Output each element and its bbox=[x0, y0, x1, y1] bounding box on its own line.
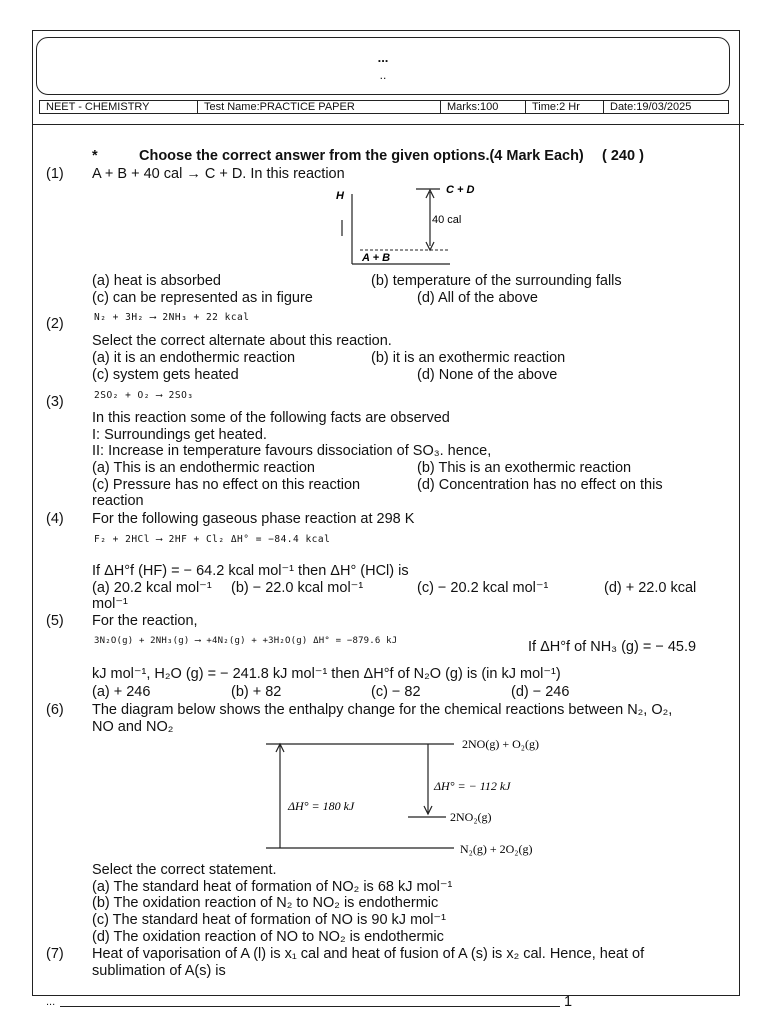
test-name: Test Name:PRACTICE PAPER bbox=[198, 101, 441, 113]
q6-fig-mid: 2NO₂(g) bbox=[450, 810, 492, 824]
q1-figure bbox=[330, 180, 490, 268]
q2-option-c: (c) system gets heated bbox=[92, 367, 239, 383]
q1-option-d: (d) All of the above bbox=[417, 290, 538, 306]
q6-text2: NO and NO₂ bbox=[92, 719, 174, 735]
marks: Marks:100 bbox=[441, 101, 526, 113]
q7-text2: sublimation of A(s) is bbox=[92, 963, 226, 979]
q6-option-b: (b) The oxidation reaction of N₂ to NO₂ is endothermic bbox=[92, 895, 439, 911]
page-number: 1 bbox=[564, 994, 573, 1010]
q2-text: Select the correct alternate about this reaction. bbox=[92, 333, 392, 349]
q1-option-c: (c) can be represented as in figure bbox=[92, 290, 313, 306]
q3-line3: II: Increase in temperature favours dissociation of SO₃. hence, bbox=[92, 443, 492, 459]
q5-option-c: (c) − 82 bbox=[371, 684, 421, 700]
q5-equation-tail: If ΔH°f of NH₃ (g) = − 45.9 bbox=[528, 639, 697, 655]
q4-text: For the following gaseous phase reaction at 298 K bbox=[92, 511, 415, 527]
q2-option-d: (d) None of the above bbox=[417, 367, 558, 383]
q6-line: Select the correct statement. bbox=[92, 862, 277, 878]
q5-line: kJ mol⁻¹, H₂O (g) = − 241.8 kJ mol⁻¹ then ΔH°f of N₂O (g) is (in kJ mol⁻¹) bbox=[92, 666, 561, 682]
q4-equation: F₂ + 2HCl ⟶ 2HF + Cl₂ ΔH° = −84.4 kcal bbox=[94, 534, 331, 545]
q2-equation: N₂ + 3H₂ ⟶ 2NH₃ + 22 kcal bbox=[94, 312, 250, 323]
q1-option-a: (a) heat is absorbed bbox=[92, 273, 221, 289]
q4-number: (4) bbox=[46, 511, 64, 527]
q1-option-b: (b) temperature of the surrounding falls bbox=[371, 273, 622, 289]
q6-text1: The diagram below shows the enthalpy change for the chemical reactions between N₂, O₂, bbox=[92, 702, 673, 718]
q4-option-b: (b) − 22.0 kcal mol⁻¹ bbox=[231, 580, 364, 596]
instruction-bullet: * bbox=[92, 148, 98, 164]
q4-option-a: (a) 20.2 kcal mol⁻¹ bbox=[92, 580, 212, 596]
q3-number: (3) bbox=[46, 394, 64, 410]
q4-option-d-cont: mol⁻¹ bbox=[92, 596, 128, 612]
q6-number: (6) bbox=[46, 702, 64, 718]
q6-fig-top: 2NO(g) + O₂(g) bbox=[462, 737, 539, 751]
q3-line1: In this reaction some of the following facts are observed bbox=[92, 410, 450, 426]
footer-dots: ... bbox=[46, 996, 56, 1008]
header-box bbox=[36, 37, 730, 95]
header-subtitle: .. bbox=[379, 68, 387, 82]
q1-fig-top: C + D bbox=[446, 184, 475, 196]
q6-option-c: (c) The standard heat of formation of NO is 90 kJ mol⁻¹ bbox=[92, 912, 446, 928]
q7-number: (7) bbox=[46, 946, 64, 962]
q6-fig-dh-left: ΔH° = 180 kJ bbox=[288, 799, 355, 813]
q6-option-a: (a) The standard heat of formation of NO₂ is 68 kJ mol⁻¹ bbox=[92, 879, 453, 895]
q4-line: If ΔH°f (HF) = − 64.2 kcal mol⁻¹ then ΔH° (HCl) is bbox=[92, 563, 409, 579]
q2-number: (2) bbox=[46, 316, 64, 332]
q5-equation: 3N₂O(g) + 2NH₃(g) ⟶ +4N₂(g) + +3H₂O(g) ΔH° = −879.6 kJ bbox=[94, 636, 398, 646]
q4-option-c: (c) − 20.2 kcal mol⁻¹ bbox=[417, 580, 549, 596]
instruction-text: Choose the correct answer from the given options.(4 Mark Each) bbox=[139, 148, 584, 164]
q6-fig-bottom: N₂(g) + 2O₂(g) bbox=[460, 842, 533, 856]
q3-option-c: (c) Pressure has no effect on this reaction bbox=[92, 477, 361, 493]
footer-line bbox=[60, 1006, 560, 1007]
q5-number: (5) bbox=[46, 613, 64, 629]
q1-fig-bottom: A + B bbox=[362, 252, 391, 264]
q5-text: For the reaction, bbox=[92, 613, 198, 629]
header-rule bbox=[32, 124, 744, 125]
q1-text: A + B + 40 cal → C + D. In this reaction bbox=[92, 166, 345, 182]
q3-option-d-cont: reaction bbox=[92, 493, 144, 509]
q3-option-d: (d) Concentration has no effect on this bbox=[417, 477, 663, 493]
q4-option-d: (d) + 22.0 kcal bbox=[604, 580, 697, 596]
q7-text1: Heat of vaporisation of A (l) is x₁ cal and heat of fusion of A (s) is x₂ cal. Hence, heat of bbox=[92, 946, 645, 962]
header-title: ... bbox=[377, 50, 389, 65]
q3-equation: 2SO₂ + O₂ ⟶ 2SO₃ bbox=[94, 390, 194, 401]
time: Time:2 Hr bbox=[526, 101, 604, 113]
q6-figure bbox=[262, 734, 562, 860]
date: Date:19/03/2025 bbox=[610, 101, 692, 113]
q1-fig-mid: 40 cal bbox=[432, 214, 462, 226]
q5-option-a: (a) + 246 bbox=[92, 684, 151, 700]
q2-option-a: (a) it is an endothermic reaction bbox=[92, 350, 296, 366]
q6-option-d: (d) The oxidation reaction of NO to NO₂ is endothermic bbox=[92, 929, 444, 945]
q5-option-d: (d) − 246 bbox=[511, 684, 570, 700]
q1-number: (1) bbox=[46, 166, 64, 182]
q2-option-b: (b) it is an exothermic reaction bbox=[371, 350, 566, 366]
q5-option-b: (b) + 82 bbox=[231, 684, 282, 700]
q3-option-a: (a) This is an endothermic reaction bbox=[92, 460, 315, 476]
subject: NEET - CHEMISTRY bbox=[40, 101, 198, 113]
q6-fig-dh-right: ΔH° = − 112 kJ bbox=[434, 779, 511, 793]
q3-line2: I: Surroundings get heated. bbox=[92, 427, 267, 443]
q3-option-b: (b) This is an exothermic reaction bbox=[417, 460, 632, 476]
info-bar bbox=[39, 100, 729, 114]
q1-fig-h: H bbox=[336, 190, 344, 202]
instruction-total: ( 240 ) bbox=[602, 148, 644, 164]
